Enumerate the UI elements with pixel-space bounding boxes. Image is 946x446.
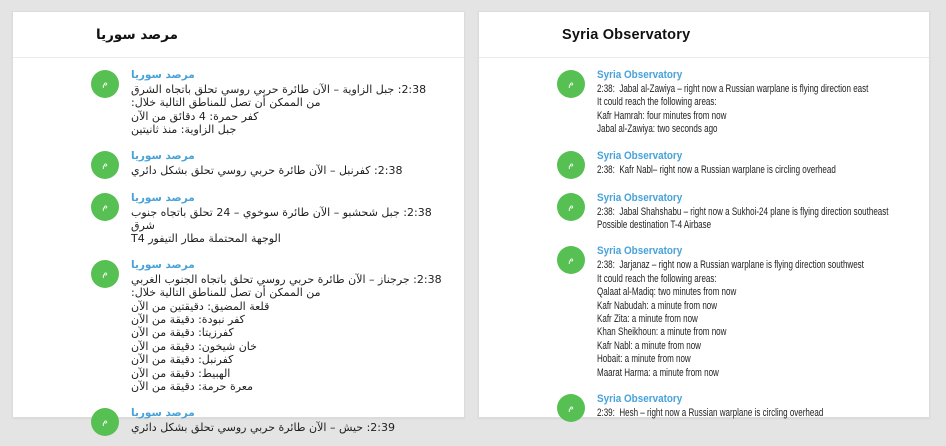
message-line: 2:39: حيش – الآن طائرة حربي روسي تحلق بشكل دائري	[131, 420, 395, 434]
message-content	[597, 245, 915, 380]
message-text	[131, 164, 450, 177]
sender-name[interactable]: Syria Observatory	[597, 69, 683, 81]
message-text	[131, 273, 450, 394]
english-message-list	[479, 58, 929, 432]
message-line: 2:38: Jarjanaz – right now a Russian warplane is flying direction southwest	[597, 259, 864, 272]
message-line: قلعة المضيق: دقيقتين من الآن	[131, 299, 270, 313]
message-line: الهبيط: دقيقة من الآن	[131, 366, 231, 380]
message-line: Kafr Zita: a minute from now	[597, 313, 698, 326]
message-row	[557, 245, 915, 380]
message-line: Kafr Hamrah: four minutes from now	[597, 109, 727, 122]
message-line: من الممكن أن تصل للمناطق التالية خلال:	[131, 286, 321, 300]
sender-name[interactable]: Syria Observatory	[597, 245, 683, 258]
message-line: 2:38: Kafr Nabl– right now a Russian warplane is circling overhead	[597, 163, 836, 176]
sender-name[interactable]: مرصد سوريا	[131, 258, 195, 271]
message-content	[131, 407, 450, 434]
message-text	[131, 421, 450, 434]
channel-avatar[interactable]	[557, 394, 585, 422]
arabic-panel-header	[13, 12, 464, 58]
avatar-initial: م	[568, 79, 574, 89]
message-text	[597, 259, 915, 380]
message-line: Maarat Harma: a minute from now	[597, 366, 719, 379]
arabic-panel	[12, 11, 465, 434]
message-content	[597, 69, 915, 137]
avatar-initial: م	[568, 403, 574, 414]
message-line: خان شيخون: دقيقة من الآن	[131, 339, 257, 353]
sender-name[interactable]: مرصد سوريا	[131, 69, 195, 81]
message-text	[597, 407, 915, 420]
message-line: Qalaat al-Madiq: two minutes from now	[597, 286, 737, 299]
message-line: كفر نبودة: دقيقة من الآن	[131, 313, 245, 327]
avatar-initial: م	[102, 79, 108, 89]
english-panel-title: Syria Observatory	[562, 26, 691, 43]
message-line: It could reach the following areas:	[597, 272, 717, 285]
message-text	[597, 83, 915, 137]
channel-avatar[interactable]	[91, 151, 119, 179]
avatar-initial: م	[102, 201, 108, 212]
avatar-initial: م	[568, 201, 574, 212]
message-text	[597, 206, 915, 233]
message-line: 2:38: كفرنبل – الآن طائرة حربي روسي تحلق بشكل دائري	[131, 163, 403, 177]
message-row	[91, 259, 450, 394]
message-text	[597, 164, 915, 177]
message-content	[131, 150, 450, 177]
message-text	[131, 83, 450, 137]
message-line: كفر حمرة: 4 دقائق من الآن	[131, 109, 259, 123]
channel-avatar[interactable]	[557, 193, 585, 221]
message-line: كفرنبل: دقيقة من الآن	[131, 353, 234, 367]
channel-avatar[interactable]	[557, 151, 585, 179]
message-line: Kafr Nabl: a minute from now	[597, 339, 701, 352]
message-line: It could reach the following areas:	[597, 96, 717, 109]
message-line: Hobait: a minute from now	[597, 353, 691, 366]
message-row	[91, 150, 450, 179]
sender-name[interactable]: مرصد سوريا	[131, 406, 195, 419]
english-panel-header	[479, 12, 929, 58]
avatar-initial: م	[102, 268, 108, 279]
sender-name[interactable]: Syria Observatory	[597, 149, 683, 162]
channel-avatar[interactable]	[91, 408, 119, 436]
message-line: كفرزيتا: دقيقة من الآن	[131, 326, 234, 340]
message-content	[127, 191, 450, 246]
sender-name[interactable]: مرصد سوريا	[131, 191, 195, 204]
channel-avatar[interactable]	[91, 193, 119, 221]
message-line: 2:38: Jabal Shahshabu – right now a Sukhoi-24 plane is flying direction southeast	[597, 205, 889, 218]
message-row	[557, 150, 915, 179]
message-row	[91, 69, 450, 137]
message-content	[597, 192, 915, 233]
sender-name[interactable]: Syria Observatory	[597, 191, 683, 204]
channel-avatar[interactable]	[91, 260, 119, 288]
message-row	[557, 393, 915, 422]
message-line: Possible destination T-4 Airbase	[597, 219, 712, 232]
avatar-initial: م	[568, 159, 574, 170]
channel-avatar[interactable]	[91, 70, 119, 98]
english-panel	[478, 11, 930, 418]
channel-avatar[interactable]	[557, 70, 585, 98]
message-line: الوجهة المحتملة مطار التيفور T4	[131, 232, 281, 246]
arabic-message-list	[13, 58, 464, 446]
message-line: 2:38: جبل الزاوية – الآن طائرة حربي روسي تحلق باتجاه الشرق	[131, 83, 427, 96]
channel-avatar[interactable]	[557, 246, 585, 274]
message-line: من الممكن أن تصل للمناطق التالية خلال:	[131, 96, 321, 110]
arabic-panel-title: مرصد سوريا	[96, 26, 178, 43]
message-row	[91, 192, 450, 246]
message-line: 2:39: Hesh – right now a Russian warplane is circling overhead	[597, 407, 824, 420]
message-line: معرة حرمة: دقيقة من الآن	[131, 380, 253, 394]
message-line: 2:38: جرجناز – الآن طائرة حربي روسي تحلق باتجاه الجنوب الغربي	[131, 272, 442, 286]
sender-name[interactable]: مرصد سوريا	[131, 149, 195, 162]
avatar-initial: م	[102, 416, 108, 427]
message-content	[597, 393, 915, 420]
message-content	[131, 69, 450, 137]
message-line: 2:38: Jabal al-Zawiya – right now a Russian warplane is flying direction east	[597, 83, 869, 95]
message-content	[131, 259, 450, 394]
message-text	[127, 205, 450, 246]
message-line: Khan Sheikhoun: a minute from now	[597, 326, 727, 339]
message-line: Jabal al-Zawiya: two seconds ago	[597, 123, 718, 136]
message-line: جبل الزاوية: منذ ثانيتين	[131, 123, 237, 137]
message-line: Kafr Nabudah: a minute from now	[597, 299, 718, 312]
message-content	[597, 150, 915, 177]
message-line: 2:38: جبل شحشبو – الآن طائرة سوخوي – 24 تحلق باتجاه جنوب شرق	[127, 205, 432, 233]
message-row	[557, 192, 915, 233]
sender-name[interactable]: Syria Observatory	[597, 393, 683, 406]
message-row	[557, 69, 915, 137]
avatar-initial: م	[568, 255, 574, 266]
avatar-initial: م	[102, 159, 108, 170]
message-row	[91, 407, 450, 436]
